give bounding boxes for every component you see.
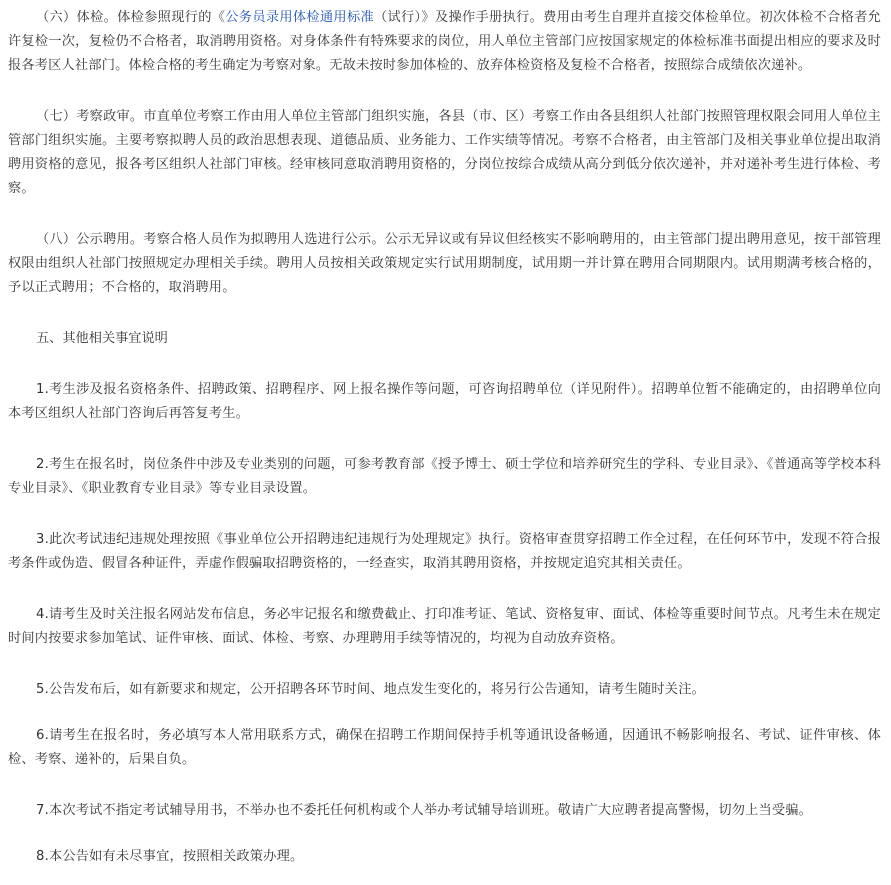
paragraph-public-notice: （八）公示聘用。考察合格人员作为拟聘用人选进行公示。公示无异议或有异议但经核实不影响聘用的，由主管部门提出聘用意见，按干部管理权限由组织人社部门按照规定办理相关手续。聘用人员按相关政策规定实行试用期制度，试用期一并计算在聘用合同期限内。试用期满考核合格的，予以正式聘用；不合格的，取消聘用。: [8, 232, 881, 295]
list-item: 5.公告发布后，如有新要求和规定，公开招聘各环节时间、地点发生变化的，将另行公告通知，请考生随时关注。: [36, 682, 705, 697]
list-item: 7.本次考试不指定考试辅导用书，不举办也不委托任何机构或个人举办考试辅导培训班。敬请广大应聘者提高警惕，切勿上当受骗。: [36, 803, 813, 818]
list-item: 2.考生在报名时，岗位条件中涉及专业类别的问题，可参考教育部《授予博士、硕士学位和培养研究生的学科、专业目录》、《普通高等学校本科专业目录》、《职业教育专业目录》等专业目录设置。: [8, 457, 881, 496]
paragraph-physical-exam: [8, 6, 881, 78]
paragraph-physical-exam-body: （试行）》及操作手册执行。费用由考生自理并直接交体检单位。初次体检不合格者允许复检一次，复检仍不合格者，取消聘用资格。对身体条件有特殊要求的岗位，用人单位主管部门应按国家规定的体检标准书面提出相应的要求及时报各考区人社部门。体检合格的考生确定为考察对象。无故未按时参加体检的、放弃体检资格及复检不合格者，按照综合成绩依次递补。: [8, 10, 881, 73]
list-item: 1.考生涉及报名资格条件、招聘政策、招聘程序、网上报名操作等问题，可咨询招聘单位（详见附件）。招聘单位暂不能确定的，由招聘单位向本考区组织人社部门咨询后再答复考生。: [8, 382, 881, 421]
list-item: 4.请考生及时关注报名网站发布信息，务必牢记报名和缴费截止、打印准考证、笔试、资格复审、面试、体检等重要时间节点。凡考生未在规定时间内按要求参加笔试、证件审核、面试、体检、考察、办理聘用手续等情况的，均视为自动放弃资格。: [8, 607, 881, 646]
list-item: 3.此次考试违纪违规处理按照《事业单位公开招聘违纪违规行为处理规定》执行。资格审查贯穿招聘工作全过程，在任何环节中，发现不符合报考条件或伪造、假冒各种证件，弄虚作假骗取招聘资格的，一经查实，取消其聘用资格，并按规定追究其相关责任。: [8, 532, 881, 571]
paragraph-background-check: （七）考察政审。市直单位考察工作由用人单位主管部门组织实施，各县（市、区）考察工作由各县组织人社部门按照管理权限会同用人单位主管部门组织实施。主要考察拟聘人员的政治思想表现、道德品质、业务能力、工作实绩等情况。考察不合格者，由主管部门及相关事业单位提出取消聘用资格的意见，报各考区组织人社部门审核。经审核同意取消聘用资格的，分岗位按综合成绩从高分到低分依次递补，并对递补考生进行体检、考察。: [8, 109, 881, 196]
list-item: 8.本公告如有未尽事宜，按照相关政策办理。: [36, 849, 304, 864]
physical-exam-standard-link[interactable]: 公务员录用体检通用标准: [225, 10, 374, 25]
section-heading-other-matters: 五、其他相关事宜说明: [36, 331, 168, 346]
list-item: 6.请考生在报名时，务必填写本人常用联系方式，确保在招聘工作期间保持手机等通讯设备畅通，因通讯不畅影响报名、考试、证件审核、体检、考察、递补的，后果自负。: [8, 728, 881, 767]
paragraph-physical-exam-intro: （六）体检。体检参照现行的《: [36, 10, 226, 25]
